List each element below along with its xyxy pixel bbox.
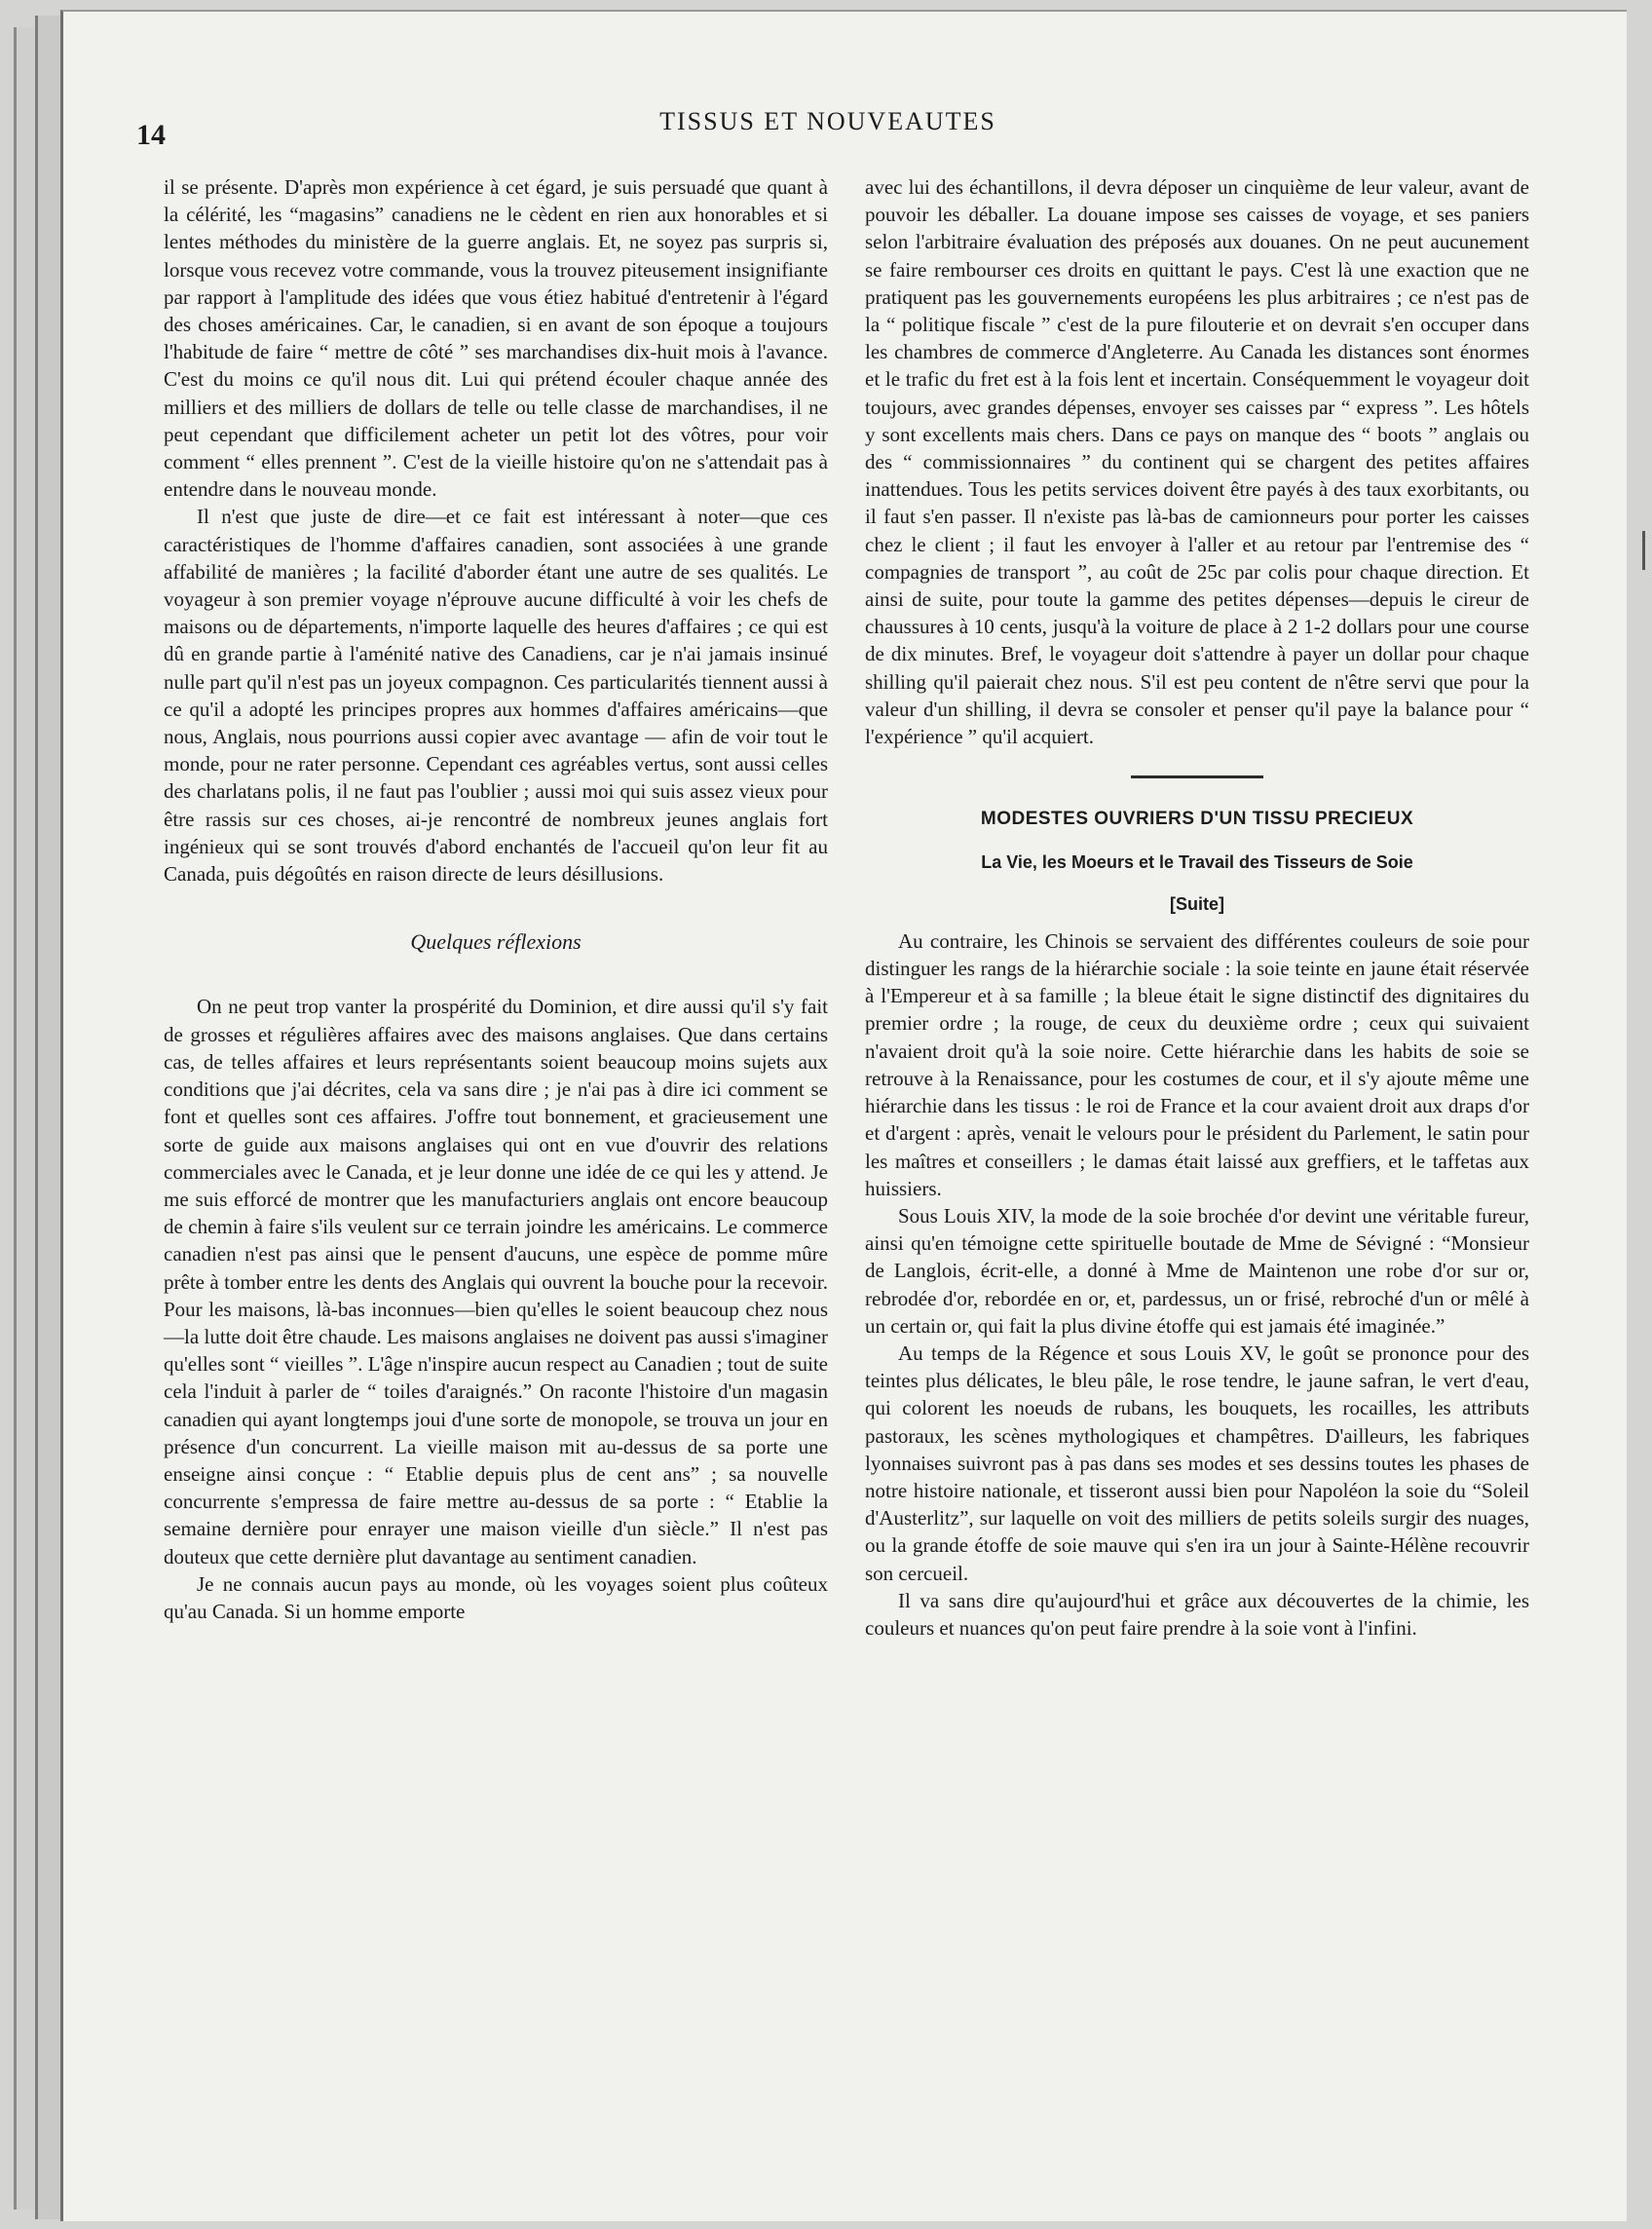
paragraph: Au contraire, les Chinois se servaient des différentes couleurs de soie pour distinguer les rangs de la hiérarchie sociale : la soie teinte en jaune était réservée à l'Empereur et à sa famille ; la bleue était le signe distinctif des dignitaires du premier ordre ; la rouge, de ceux du deuxième ordre ; ceux qui suivaient n'avaient droit qu'à la soie noire. Cette hiérarchie dans les habits de soie se retrouve à la Renaissance, pour les costumes de cour, et il s'y ajoute même une hiérarchie dans les tissus : le roi de France et la cour avaient droit aux draps d'or et d'argent : après, venait le velours pour le président du Parlement, le satin pour les maîtres et conseillers ; le damas était laissé aux greffiers, et le taffetas aux huissiers. [865,928,1529,1200]
section-subheading: Quelques réflexions [410,929,582,955]
right-column [865,173,1529,1642]
paragraph: Au temps de la Régence et sous Louis XV, le goût se prononce pour des teintes plus délicates, le bleu pâle, le rose tendre, le jaune safran, le vert d'eau, qui colorent les noeuds de rubans, les bouquets, les rocailles, les attributs pastoraux, les scènes mythologiques et champêtres. D'ailleurs, les fabriques lyonnaises suivront pas à pas dans ses modes et ses dessins toutes les phases de notre histoire nationale, et tisseront aussi bien pour Napoléon la soie du “Soleil d'Austerlitz”, sur laquelle on voit des milliers de petits soleils surgir des nuages, ou la grande étoffe de soie mauve qui s'en ira un jour à Sainte-Hélène recouvrir son cercueil. [865,1341,1529,1585]
margin-mark [1642,531,1645,570]
article-title: MODESTES OUVRIERS D'UN TISSU PRECIEUX [980,809,1414,830]
paragraph: Je ne connais aucun pays au monde, où les voyages soient plus coûteux qu'au Canada. Si un homme emporte [164,1571,828,1623]
paragraph-continuation: avec lui des échantillons, il devra déposer un cinquième de leur valeur, avant de pouvoir les déballer. La douane impose ses caisses de voyage, et ses paniers selon l'arbitraire évaluation des préposés aux douanes. On ne peut aucunement se faire rembourser ces droits en quittant le pays. C'est là une exaction que ne pratiquent pas les gouvernements européens les plus arbitraires ; ce n'est pas de la “ politique fiscale ” c'est de la pure filouterie et on devrait s'en occuper dans les chambres de commerce d'Angleterre. Au Canada les distances sont énormes et le trafic du fret est à la fois lent et incertain. Conséquemment le voyageur doit toujours, avec grandes dépenses, envoyer ses caisses par “ express ”. Les hôtels y sont excellents mais chers. Dans ce pays on manque des “ boots ” anglais ou des “ commissionnaires ” du continent qui se chargent des petites affaires inattendues. Tous les petits services doivent être payés à des taux exorbitants, ou il faut s'en passer. Il n'existe pas là-bas de camionneurs pour porter les caisses chez le client ; il faut les envoyer à l'aller et au retour par l'entremise des “ compagnies de transport ”, au coût de 25c par colis pour chaque direction. Et ainsi de suite, pour toute la gamme des petites dépenses—depuis le cireur de chaussures à 10 cents, jusqu'à la voiture de place à 2 1-2 dollars pour une course de dix minutes. Bref, le voyageur doit s'attendre à payer un dollar pour chaque shilling qu'il paierait chez nous. S'il est peu content de n'être servi que pour la valeur d'un shilling, il devra se consoler et penser qu'il paye la balance pour “ l'expérience ” qu'il acquiert. [865,175,1529,749]
paragraph: Il n'est que juste de dire—et ce fait est intéressant à noter—que ces caractéristiques de l'homme d'affaires canadien, sont associées à une grande affabilité de manières ; la facilité d'aborder étant une autre de ses qualités. Le voyageur à son premier voyage n'éprouve aucune difficulté à voir les chefs de maisons ou de départements, n'importe laquelle des heures d'affaires ; ce qui est dû en grande partie à l'aménité native des Canadiens, car je n'ai jamais insinué nulle part qu'il n'est pas un joyeux compagnon. Ces particularités tiennent aussi à ce qu'il a adopté les principes propres aux hommes d'affaires américains—que nous, Anglais, nous pourrions aussi copier avec avantage — afin de voir tout le monde, pour ne rater personne. Cependant ces agréables vertus, sont aussi celles des charlatans polis, il ne faut pas l'oublier ; aussi moi qui suis assez vieux pour être rassis sur ces choses, ai-je rencontré de nombreux jeunes anglais fort ingénieux qui se sont trouvés d'abord enchantés de l'accueil qu'on leur fit au Canada, puis dégoûtés en raison directe de leurs désillusions. [164,505,828,887]
article-subtitle: La Vie, les Moeurs et le Travail des Tisseurs de Soie [981,852,1413,873]
running-head: TISSUS ET NOUVEAUTES [659,107,996,135]
left-column [164,173,828,1625]
paragraph: Il va sans dire qu'aujourd'hui et grâce aux découvertes de la chimie, les couleurs et nuances qu'on peut faire prendre à la soie vont à l'infini. [865,1588,1529,1640]
article-continued-label: [Suite] [1170,893,1224,914]
paragraph: On ne peut trop vanter la prospérité du Dominion, et dire aussi qu'il s'y fait de grosses et régulières affaires avec des maisons anglaises. Que dans certains cas, de telles affaires et leurs représentants soient beaucoup moins sujets aux conditions que j'ai décrites, cela va sans dire ; je n'ai pas à dire ici comment se font et quelles sont ces affaires. J'offre tout bonnement, et gracieusement une sorte de guide aux maisons anglaises qui ont en vue d'ouvrir des relations commerciales avec le Canada, et je leur donne une idée de ce qui les y attend. Je me suis efforcé de montrer que les manufacturiers anglais ont encore beaucoup de chemin à faire s'ils veulent sur ce terrain joindre les américains. Le commerce canadien n'est pas ainsi que le pensent d'aucuns, une espèce de pomme mûre prête à tomber entre les dents des Anglais qui ouvrent la bouche pour la recevoir. Pour les maisons, là-bas inconnues—bien qu'elles le soient beaucoup chez nous—la lutte doit être chaude. Les maisons anglaises ne doivent pas aussi s'imaginer qu'elles sont “ vieilles ”. L'âge n'inspire aucun respect au Canadien ; tout de suite cela l'induit à parler de “ toiles d'araignés.” On raconte l'histoire d'un magasin canadien qui ayant longtemps joui d'une sorte de monopole, se trouva un jour en présence d'un concurrent. La vieille maison mit au-dessus de sa porte une enseigne ainsi conçue : “ Etablie depuis plus de cent ans” ; sa nouvelle concurrente s'empressa de faire mettre au-dessus de sa porte : “ Etablie la semaine dernière pour enrayer une maison vieille d'un siècle.” Il n'est pas douteux que cette dernière plut davantage au sentiment canadien. [164,995,828,1568]
section-divider [1131,775,1263,778]
paragraph: il se présente. D'après mon expérience à cet égard, je suis persuadé que quant à la célérité, les “magasins” canadiens ne le cèdent en rien aux honorables et si lentes méthodes du ministère de la guerre anglais. Et, ne soyez pas surpris si, lorsque vous recevez votre commande, vous la trouvez piteusement insignifiante par rapport à l'amplitude des idées que vous étiez habitué d'entretenir à l'égard des choses américaines. Car, le canadien, si en avant de son époque a toujours l'habitude de faire “ mettre de côté ” ses marchandises dix-huit mois à l'avance. C'est du moins ce qu'il nous dit. Lui qui prétend écouler chaque année des milliers et des milliers de dollars de telle ou telle classe de marchandises, il ne peut cependant que difficilement acheter un petit lot des vôtres, pour voir comment “ elles prennent ”. C'est de la vieille histoire qu'on ne s'attendait pas à entendre dans le nouveau monde. [164,175,828,502]
paragraph: Sous Louis XIV, la mode de la soie brochée d'or devint une véritable fureur, ainsi qu'en témoigne cette spirituelle boutade de Mme de Sévigné : “Monsieur de Langlois, écrit-elle, a donné à Mme de Maintenon une robe d'or sur or, rebrodée d'or, rebordée en or, et, pardessus, un or frisé, rebroché d'un or mêlé à un certain or, qui fait la plus divine étoffe qui est jamais été imaginée.” [865,1203,1529,1338]
page-number: 14 [136,119,166,151]
